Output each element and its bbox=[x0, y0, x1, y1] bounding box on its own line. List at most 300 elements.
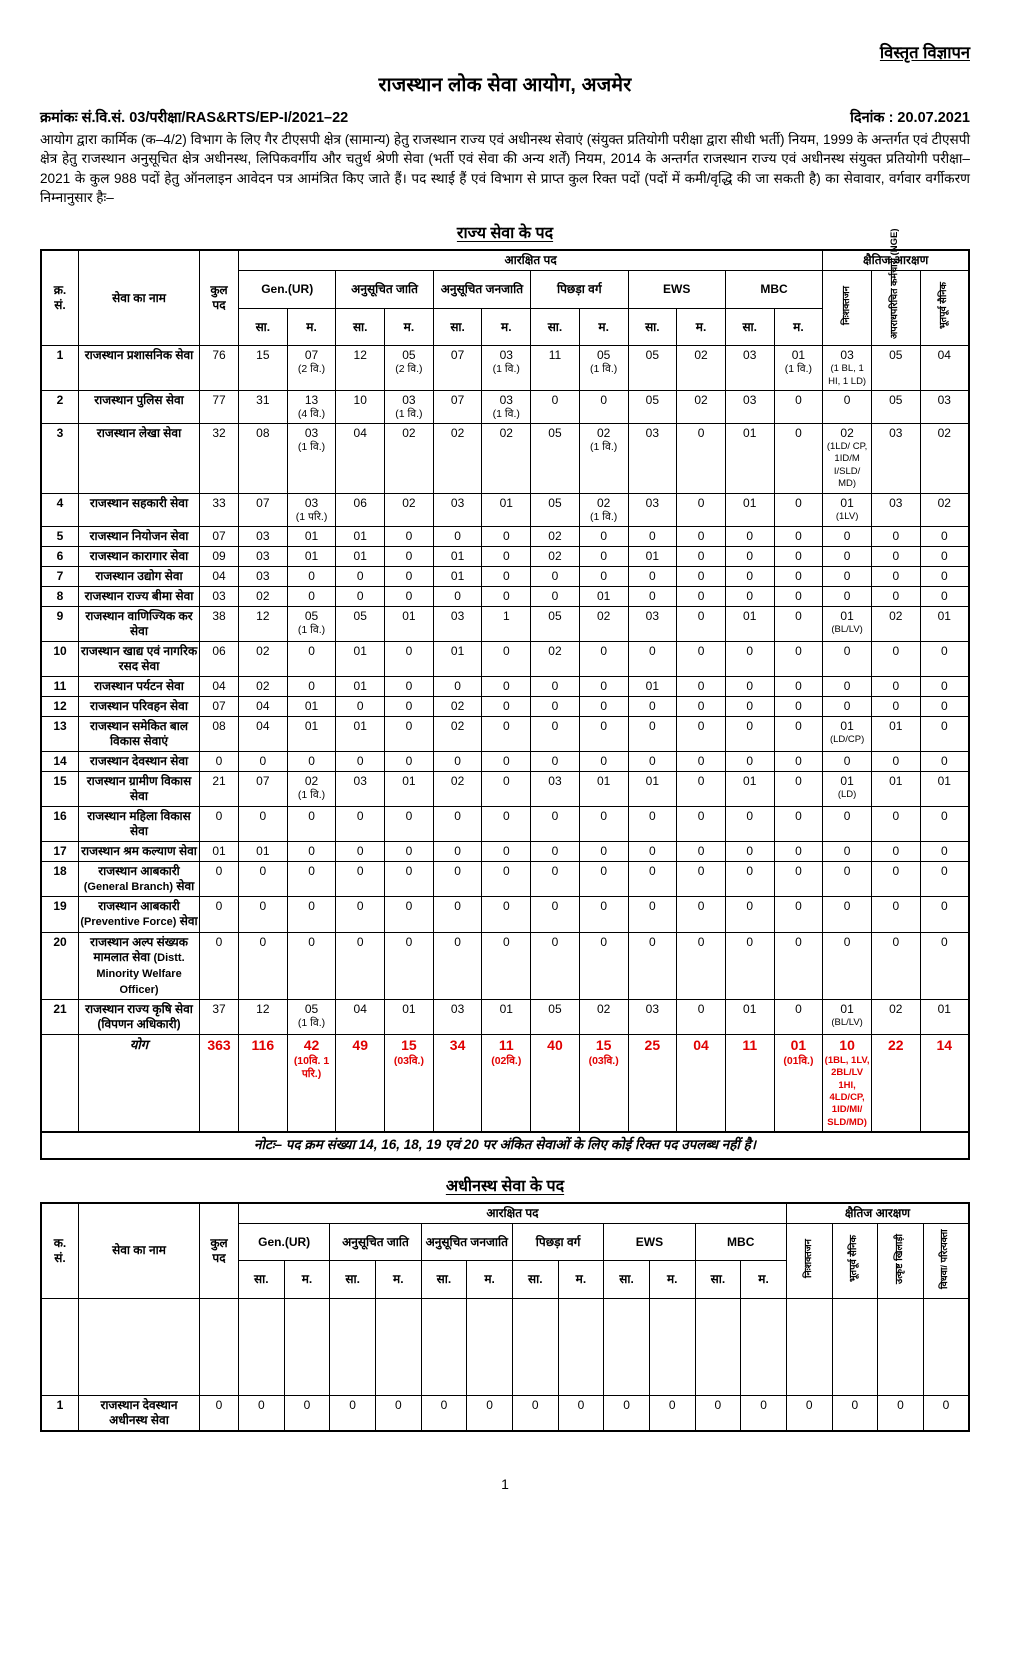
row-cell-mbc-g bbox=[725, 424, 774, 493]
row-cell-ex bbox=[920, 861, 969, 897]
row-cell-sc-g bbox=[336, 1000, 385, 1035]
cell-value: 38 bbox=[212, 608, 226, 623]
cell-note: (LD/CP) bbox=[829, 733, 865, 745]
cell-value: 0 bbox=[649, 588, 656, 603]
cell-value: 0 bbox=[502, 568, 510, 583]
service-name-text: राजस्थान पर्यटन सेवा bbox=[94, 678, 184, 693]
t2-th-group-sc: अनुसूचित जाति bbox=[330, 1223, 421, 1261]
cell-value: 0 bbox=[454, 935, 461, 950]
row-cell-ur-f bbox=[287, 806, 336, 841]
t2-th-ur-female: म. bbox=[284, 1261, 330, 1299]
spacer-cell bbox=[41, 1298, 79, 1395]
row-cell-ews-g bbox=[628, 641, 677, 676]
th-serial-number bbox=[41, 250, 79, 346]
cell-value: 05 bbox=[353, 608, 367, 623]
row-cell-st-g bbox=[433, 716, 482, 751]
cell-value: 0 bbox=[405, 899, 413, 914]
service-name-text: राजस्थान श्रम कल्याण सेवा bbox=[81, 843, 197, 858]
row-serial-number: 7 bbox=[41, 566, 79, 586]
cell-value: 0 bbox=[746, 753, 754, 768]
cell-value: 0 bbox=[600, 643, 607, 658]
cell-value: 0 bbox=[356, 753, 364, 768]
cell-note: (1 वि.) bbox=[590, 363, 618, 376]
th-obc-general: सा. bbox=[531, 308, 580, 346]
table-row bbox=[41, 546, 969, 566]
row-cell-ur-f bbox=[287, 346, 336, 391]
cell-value: 0 bbox=[649, 808, 656, 823]
spacer-cell bbox=[832, 1298, 878, 1395]
cell-note: (1 वि.) bbox=[492, 363, 520, 376]
cell-value: 01 bbox=[450, 568, 465, 583]
cell-value: 0 bbox=[795, 843, 802, 858]
row-cell-mbc-g bbox=[725, 566, 774, 586]
row-cell-sc-f bbox=[385, 526, 434, 546]
cell-value: 42 bbox=[303, 1037, 320, 1054]
row-service-name bbox=[79, 933, 200, 1000]
row-cell-ur-g bbox=[239, 771, 288, 806]
row-cell-ur-f bbox=[287, 641, 336, 676]
row-cell-mbc-f bbox=[774, 861, 823, 897]
row-cell-dis bbox=[823, 391, 872, 424]
cell-value: 01 bbox=[645, 773, 660, 788]
th-sc-female: म. bbox=[385, 308, 434, 346]
cell-value: 02 bbox=[694, 393, 708, 408]
cell-value: 0 bbox=[697, 1002, 705, 1017]
row-cell-mbc-g bbox=[725, 346, 774, 391]
total-cell-ex bbox=[920, 1035, 969, 1132]
row-cell-mbc-f bbox=[774, 696, 823, 716]
spacer-cell bbox=[284, 1298, 330, 1395]
cell-value: 0 bbox=[454, 753, 461, 768]
cell-value: 0 bbox=[600, 899, 607, 914]
row-cell-st-g bbox=[433, 897, 482, 933]
row-cell-ex bbox=[920, 1000, 969, 1035]
cell-value: 01 bbox=[402, 1002, 416, 1017]
row-cell-st-g bbox=[433, 771, 482, 806]
cell-value: 0 bbox=[940, 528, 948, 543]
row-service-name bbox=[79, 606, 200, 641]
row-cell-sc-g bbox=[336, 391, 385, 424]
cell-value: 02 bbox=[889, 608, 903, 623]
row-cell-sc-f bbox=[385, 346, 434, 391]
table-row bbox=[41, 586, 969, 606]
advertisement-date: दिनांक : 20.07.2021 bbox=[850, 110, 970, 127]
cell-value: 0 bbox=[551, 588, 559, 603]
row-cell-sc-f bbox=[385, 933, 434, 1000]
cell-value: 03 bbox=[450, 1002, 465, 1017]
row-cell-mbc-f bbox=[774, 526, 823, 546]
row-cell-ur-f bbox=[287, 586, 336, 606]
row-cell-ews-f bbox=[677, 391, 726, 424]
cell-value: 11 bbox=[498, 1037, 514, 1054]
row-cell-ur-g bbox=[239, 751, 288, 771]
row-service-name bbox=[79, 424, 200, 493]
service-name-text: राजस्थान राज्य बीमा सेवा bbox=[84, 588, 194, 603]
cell-value: 0 bbox=[697, 698, 705, 713]
cell-value: 0 bbox=[940, 718, 948, 733]
cell-value: 02 bbox=[402, 495, 416, 510]
cell-value: 22 bbox=[887, 1037, 904, 1054]
cell-value: 0 bbox=[746, 528, 754, 543]
cell-value: 0 bbox=[356, 588, 364, 603]
cell-note: (4 वि.) bbox=[297, 408, 326, 421]
t2-th-total-line1: कुल bbox=[210, 1235, 228, 1250]
row-cell-st-g bbox=[433, 606, 482, 641]
cell-value: 0 bbox=[600, 843, 607, 858]
cell-value: 0 bbox=[746, 935, 754, 950]
cell-value: 01 bbox=[256, 843, 270, 858]
row-cell-ur-g bbox=[239, 346, 288, 391]
cell-value: 01 bbox=[840, 773, 854, 788]
cell-value: 0 bbox=[843, 843, 851, 858]
cell-value: 03 bbox=[402, 393, 416, 408]
th-total-line1: कुल bbox=[210, 283, 228, 298]
row-cell-st-f bbox=[482, 897, 531, 933]
row-cell-obc-f bbox=[579, 861, 628, 897]
row-cell-total bbox=[200, 586, 239, 606]
row-cell-mbc-f bbox=[774, 841, 823, 861]
t2-th-group-st: अनुसूचित जनजाति bbox=[421, 1223, 512, 1261]
cell-value: 01 bbox=[790, 1037, 807, 1054]
row-cell-dis bbox=[823, 1000, 872, 1035]
cell-value: 0 bbox=[843, 678, 851, 693]
row-cell-ews-g bbox=[628, 424, 677, 493]
cell-value: 1 bbox=[502, 608, 510, 623]
row-cell-obc-g bbox=[531, 606, 580, 641]
cell-value: 0 bbox=[649, 528, 656, 543]
cell-value: 0 bbox=[356, 899, 364, 914]
cell-value: 0 bbox=[600, 568, 607, 583]
row-cell-obc-f bbox=[579, 346, 628, 391]
row-cell-mbc-g bbox=[725, 641, 774, 676]
cell-value: 0 bbox=[551, 678, 559, 693]
table-row bbox=[41, 676, 969, 696]
cell-value: 15 bbox=[595, 1037, 612, 1054]
row-cell-ur-f bbox=[287, 493, 336, 526]
cell-value: 0 bbox=[356, 863, 364, 878]
row-cell-mbc-g bbox=[725, 696, 774, 716]
t2-th-group-ur: Gen.(UR) bbox=[239, 1223, 330, 1261]
row-cell-sc-g bbox=[336, 526, 385, 546]
row-cell-ur-g bbox=[239, 676, 288, 696]
cell-value: 01 bbox=[304, 698, 319, 713]
service-name-text: राजस्थान परिवहन सेवा bbox=[90, 698, 188, 713]
cell-value: 12 bbox=[353, 348, 367, 363]
row-cell-ews-f bbox=[677, 676, 726, 696]
t2-th-service-name: सेवा का नाम bbox=[79, 1203, 200, 1299]
row-cell-ews-f bbox=[677, 424, 726, 493]
t2-th-serial-number bbox=[41, 1203, 79, 1299]
cell-value: 0 bbox=[942, 1397, 950, 1412]
t2-th-obc-general: सा. bbox=[512, 1261, 558, 1299]
row-serial-number: 19 bbox=[41, 897, 79, 933]
row-cell-st-f bbox=[482, 676, 531, 696]
table-row bbox=[41, 696, 969, 716]
cell-value: 0 bbox=[795, 718, 802, 733]
cell-value: 0 bbox=[600, 863, 607, 878]
subordinate-table-body bbox=[41, 1298, 969, 1431]
cell-value: 01 bbox=[450, 548, 465, 563]
row-cell-st-g bbox=[433, 696, 482, 716]
row-cell-mbc-g bbox=[725, 676, 774, 696]
th-total-line2: पद bbox=[212, 298, 226, 313]
cell-value: 0 bbox=[215, 1397, 223, 1412]
cell-value: 0 bbox=[940, 678, 948, 693]
row-cell-mbc-g bbox=[725, 771, 774, 806]
row-cell-mbc-f bbox=[774, 586, 823, 606]
row-cell-ex bbox=[920, 841, 969, 861]
cell-value: 0 bbox=[746, 643, 754, 658]
cell-note: (BL/LV) bbox=[831, 623, 863, 635]
cell-value: 0 bbox=[551, 753, 559, 768]
service-name-english: (General Branch) bbox=[83, 880, 173, 893]
row-cell-ews-g bbox=[628, 716, 677, 751]
page-number: 1 bbox=[501, 1475, 509, 1492]
th-group-sc: अनुसूचित जाति bbox=[336, 271, 433, 309]
row-cell-sc-f bbox=[385, 566, 434, 586]
cell-value: 01 bbox=[304, 528, 319, 543]
spacer-cell bbox=[695, 1298, 741, 1395]
row-cell-ews-g bbox=[628, 346, 677, 391]
row-cell-ews-g bbox=[628, 933, 677, 1000]
row-cell-sc-f bbox=[375, 1395, 421, 1431]
cell-value: 0 bbox=[697, 773, 705, 788]
row-cell-ur-f bbox=[287, 546, 336, 566]
cell-value: 04 bbox=[212, 568, 226, 583]
organization-title: राजस्थान लोक सेवा आयोग, अजमेर bbox=[378, 74, 632, 97]
cell-value: 0 bbox=[308, 568, 315, 583]
table-row bbox=[41, 641, 969, 676]
row-service-name bbox=[79, 1000, 200, 1035]
table-row bbox=[41, 566, 969, 586]
row-cell-total bbox=[200, 716, 239, 751]
cell-value: 0 bbox=[892, 588, 900, 603]
cell-value: 0 bbox=[600, 753, 607, 768]
row-cell-mbc-g bbox=[725, 933, 774, 1000]
row-cell-total bbox=[200, 346, 239, 391]
row-cell-obc-f bbox=[579, 606, 628, 641]
row-cell-ur-g bbox=[239, 546, 288, 566]
cell-value: 0 bbox=[259, 863, 267, 878]
cell-value: 03 bbox=[937, 393, 951, 408]
row-cell-ex bbox=[920, 933, 969, 1000]
row-cell-sc-f bbox=[385, 751, 434, 771]
row-service-name bbox=[79, 696, 200, 716]
cell-value: 0 bbox=[697, 426, 705, 441]
cell-value: 06 bbox=[353, 495, 367, 510]
row-cell-dis bbox=[823, 841, 872, 861]
row-cell-nge bbox=[871, 606, 920, 641]
cell-value: 04 bbox=[353, 1002, 367, 1017]
cell-note: (1 वि.) bbox=[297, 788, 326, 801]
cell-value: 0 bbox=[649, 718, 656, 733]
cell-value: 11 bbox=[548, 348, 562, 363]
row-cell-sc-g bbox=[336, 751, 385, 771]
cell-value: 02 bbox=[937, 495, 951, 510]
row-cell-ex bbox=[920, 424, 969, 493]
cell-value: 0 bbox=[843, 568, 851, 583]
cell-value: 0 bbox=[454, 863, 461, 878]
row-cell-dis bbox=[823, 897, 872, 933]
cell-value: 0 bbox=[843, 698, 851, 713]
row-cell-ur-g bbox=[239, 1000, 288, 1035]
cell-value: 04 bbox=[937, 348, 951, 363]
row-cell-ur-g bbox=[239, 716, 288, 751]
cell-value: 03 bbox=[256, 568, 270, 583]
cell-value: 49 bbox=[352, 1037, 368, 1054]
row-cell-st-g bbox=[433, 586, 482, 606]
row-cell-ex bbox=[920, 391, 969, 424]
cell-value: 01 bbox=[212, 843, 226, 858]
cell-value: 12 bbox=[256, 1002, 270, 1017]
row-cell-sport bbox=[878, 1395, 924, 1431]
row-cell-ur-g bbox=[239, 696, 288, 716]
cell-value: 03 bbox=[743, 393, 757, 408]
th-ex-serviceman-label: भूतपूर्व सैनिक bbox=[937, 282, 949, 330]
row-cell-st-f bbox=[482, 391, 531, 424]
spacer-cell bbox=[786, 1298, 832, 1395]
cell-value: 0 bbox=[649, 753, 656, 768]
cell-value: 14 bbox=[936, 1037, 953, 1054]
row-cell-obc-g bbox=[531, 586, 580, 606]
cell-value: 0 bbox=[454, 808, 461, 823]
row-cell-sc-f bbox=[385, 897, 434, 933]
cell-value: 03 bbox=[450, 495, 465, 510]
row-cell-ews-g bbox=[628, 751, 677, 771]
row-cell-sc-g bbox=[336, 586, 385, 606]
cell-note: (1 वि.) bbox=[297, 1017, 326, 1030]
row-cell-ews-f bbox=[677, 526, 726, 546]
th-total-posts bbox=[200, 250, 239, 346]
row-cell-obc-g bbox=[531, 391, 580, 424]
cell-value: 0 bbox=[502, 753, 510, 768]
cell-value: 15 bbox=[256, 348, 270, 363]
spacer-cell bbox=[330, 1298, 376, 1395]
total-cell-ur-f bbox=[287, 1035, 336, 1132]
row-cell-dis bbox=[823, 771, 872, 806]
spacer-cell bbox=[79, 1298, 200, 1395]
cell-value: 0 bbox=[551, 863, 559, 878]
row-cell-obc-g bbox=[531, 1000, 580, 1035]
row-cell-ur-g bbox=[239, 897, 288, 933]
row-cell-ex bbox=[920, 897, 969, 933]
row-cell-ews-f bbox=[677, 346, 726, 391]
row-cell-total bbox=[200, 806, 239, 841]
row-cell-total bbox=[200, 526, 239, 546]
row-cell-obc-g bbox=[531, 676, 580, 696]
t2-th-ex-serviceman bbox=[832, 1223, 878, 1298]
service-name-text: राजस्थान उद्योग सेवा bbox=[95, 568, 183, 583]
th-st-female: म. bbox=[482, 308, 531, 346]
row-cell-ur-g bbox=[239, 566, 288, 586]
cell-value: 0 bbox=[697, 608, 705, 623]
row-cell-obc-f bbox=[579, 751, 628, 771]
cell-value: 0 bbox=[502, 899, 510, 914]
row-cell-obc-f bbox=[579, 391, 628, 424]
service-name-text: राजस्थान आबकारी bbox=[98, 899, 180, 914]
cell-value: 0 bbox=[649, 863, 656, 878]
cell-value: 0 bbox=[551, 935, 559, 950]
cell-value: 15 bbox=[401, 1037, 417, 1054]
total-row-label: योग bbox=[79, 1035, 200, 1132]
cell-value: 07 bbox=[450, 348, 465, 363]
row-cell-sc-f bbox=[385, 861, 434, 897]
service-name-text: राजस्थान कारागार सेवा bbox=[89, 548, 189, 563]
row-cell-obc-g bbox=[531, 566, 580, 586]
cell-value: 0 bbox=[577, 1397, 585, 1412]
cell-value: 03 bbox=[645, 426, 660, 441]
cell-value: 01 bbox=[889, 773, 903, 788]
t2-th-group-mbc: MBC bbox=[695, 1223, 786, 1261]
cell-value: 0 bbox=[308, 588, 315, 603]
row-cell-st-g bbox=[433, 346, 482, 391]
cell-value: 0 bbox=[502, 528, 510, 543]
row-cell-obc-f bbox=[579, 771, 628, 806]
row-cell-dis bbox=[823, 641, 872, 676]
cell-value: 09 bbox=[212, 548, 226, 563]
total-cell-ur-g bbox=[239, 1035, 288, 1132]
cell-value: 0 bbox=[746, 568, 754, 583]
row-cell-sc-g bbox=[336, 546, 385, 566]
table-row bbox=[41, 771, 969, 806]
total-cell-ews-f bbox=[677, 1035, 726, 1132]
row-cell-nge bbox=[871, 716, 920, 751]
cell-value: 01 bbox=[743, 773, 757, 788]
total-cell-mbc-g bbox=[725, 1035, 774, 1132]
cell-value: 0 bbox=[746, 718, 754, 733]
cell-value: 0 bbox=[394, 1397, 402, 1412]
th-group-ews: EWS bbox=[628, 271, 725, 309]
row-cell-total bbox=[200, 897, 239, 933]
row-cell-nge bbox=[871, 861, 920, 897]
cell-note: (1 वि.) bbox=[784, 363, 813, 376]
cell-value: 0 bbox=[600, 678, 607, 693]
cell-value: 01 bbox=[937, 608, 951, 623]
cell-value: 03 bbox=[256, 528, 270, 543]
cell-value: 01 bbox=[353, 548, 367, 563]
cell-value: 0 bbox=[892, 863, 900, 878]
cell-value: 0 bbox=[649, 698, 656, 713]
row-serial-number: 4 bbox=[41, 493, 79, 526]
advertisement-type-heading bbox=[40, 44, 970, 62]
cell-value: 0 bbox=[746, 863, 754, 878]
cell-value: 02 bbox=[450, 698, 465, 713]
row-cell-sc-f bbox=[385, 841, 434, 861]
row-cell-st-g bbox=[433, 391, 482, 424]
cell-value: 0 bbox=[795, 548, 802, 563]
cell-value: 05 bbox=[402, 348, 416, 363]
row-cell-obc-g bbox=[531, 716, 580, 751]
row-cell-ur-g bbox=[239, 806, 288, 841]
cell-value: 0 bbox=[600, 718, 607, 733]
row-cell-st-f bbox=[482, 1000, 531, 1035]
row-serial-number: 15 bbox=[41, 771, 79, 806]
row-cell-nge bbox=[871, 493, 920, 526]
row-cell-obc-f bbox=[579, 806, 628, 841]
cell-value: 01 bbox=[450, 643, 465, 658]
cell-value: 0 bbox=[454, 678, 461, 693]
cell-note: (03वि.) bbox=[588, 1054, 619, 1067]
cell-value: 0 bbox=[851, 1397, 859, 1412]
cell-value: 0 bbox=[940, 935, 948, 950]
th-ur-female: म. bbox=[287, 308, 336, 346]
row-cell-ews-g bbox=[628, 391, 677, 424]
th-group-obc: पिछड़ा वर्ग bbox=[531, 271, 628, 309]
cell-value: 07 bbox=[256, 773, 270, 788]
t2-th-st-female: म. bbox=[467, 1261, 513, 1299]
cell-value: 0 bbox=[405, 678, 413, 693]
t2-th-serial-line2: सं. bbox=[54, 1250, 66, 1265]
